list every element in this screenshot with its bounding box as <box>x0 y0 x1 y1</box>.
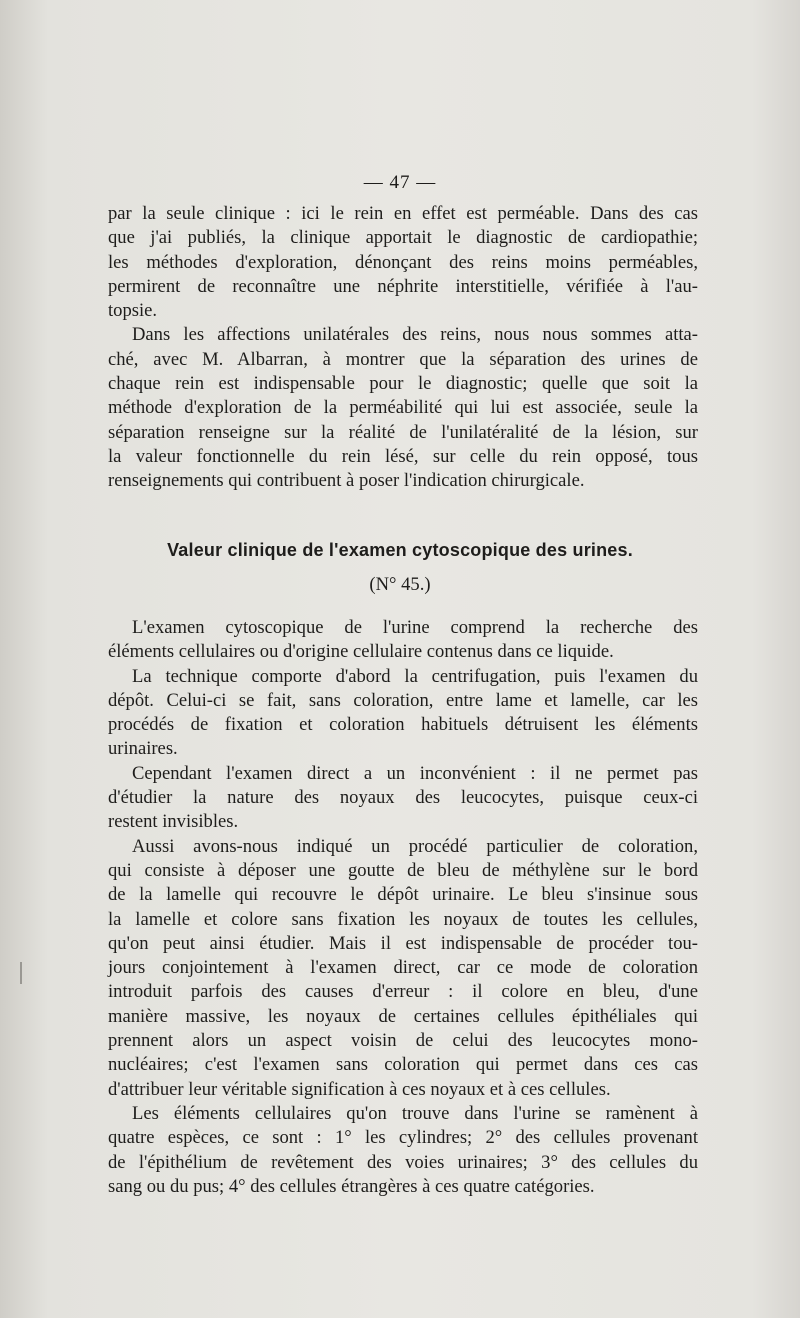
text-line: L'examen cytoscopique de l'urine comprend la recherche des <box>132 617 698 638</box>
text-line: introduit parfois des causes d'erreur : il colore en bleu, d'une <box>108 981 698 1003</box>
text-line: qu'on peut ainsi étudier. Mais il est indispensable de procéder tou- <box>108 932 698 954</box>
text-line: dépôt. Celui-ci se fait, sans coloration, entre lame et lamelle, car les <box>108 689 698 711</box>
text-line: sang ou du pus; 4° des cellules étrangères à ces quatre catégories. <box>108 1175 595 1197</box>
text-line: renseignements qui contribuent à poser l'indication chirurgicale. <box>108 470 585 492</box>
text-line: la valeur fonctionnelle du rein lésé, sur celle du rein opposé, tous <box>108 445 698 467</box>
text-line: qui consiste à déposer une goutte de bleu de méthylène sur le bord <box>108 859 698 881</box>
text-line: chaque rein est indispensable pour le diagnostic; quelle que soit la <box>108 373 698 395</box>
text-line: d'attribuer leur véritable signification à ces noyaux et à ces cellules. <box>108 1078 611 1100</box>
intro-text <box>108 202 698 494</box>
text-line: méthode d'exploration de la perméabilité qui lui est associée, seule la <box>108 397 698 419</box>
section-body <box>108 616 698 1199</box>
text-line: procédés de fixation et coloration habituels détruisent les éléments <box>108 714 698 736</box>
text-line: topsie. <box>108 300 158 322</box>
text-line: restent invisibles. <box>108 811 239 833</box>
text-line: permirent de reconnaître une néphrite interstitielle, vérifiée à l'au- <box>108 275 698 297</box>
text-line: manière massive, les noyaux de certaines cellules épithéliales qui <box>108 1005 698 1027</box>
text-line: les méthodes d'exploration, dénonçant des reins moins perméables, <box>108 251 698 273</box>
text-line: quatre espèces, ce sont : 1° les cylindres; 2° des cellules provenant <box>108 1127 698 1149</box>
text-line: prennent alors un aspect voisin de celui des leucocytes mono- <box>108 1030 698 1052</box>
text-line: d'étudier la nature des noyaux des leucocytes, puisque ceux-ci <box>108 787 698 809</box>
text-line: nucléaires; c'est l'examen sans coloration qui permet dans ces cas <box>108 1054 698 1076</box>
text-line: éléments cellulaires ou d'origine cellulaire contenus dans ce liquide. <box>108 641 614 663</box>
text-line: séparation renseigne sur la réalité de l'unilatéralité de la lésion, sur <box>108 421 698 443</box>
text-line: jours conjointement à l'examen direct, car ce mode de coloration <box>108 957 698 979</box>
text-line: Les éléments cellulaires qu'on trouve dans l'urine se ramènent à <box>132 1102 698 1124</box>
text-line: que j'ai publiés, la clinique apportait le diagnostic de cardiopathie; <box>108 227 698 249</box>
text-line: Dans les affections unilatérales des reins, nous nous sommes atta- <box>132 324 698 346</box>
text-line: urinaires. <box>108 738 178 760</box>
text-line: La technique comporte d'abord la centrifugation, puis l'examen du <box>132 665 698 687</box>
margin-mark <box>20 962 22 984</box>
text-line: Aussi avons-nous indiqué un procédé particulier de coloration, <box>132 835 698 857</box>
section-title: Valeur clinique de l'examen cytoscopique des urines. <box>167 540 633 560</box>
text-line: par la seule clinique : ici le rein en effet est perméable. Dans des cas <box>108 203 698 224</box>
text-line: Cependant l'examen direct a un inconvénient : il ne permet pas <box>132 762 698 784</box>
text-line: de la lamelle qui recouvre le dépôt urinaire. Le bleu s'insinue sous <box>108 884 698 906</box>
text-line: la lamelle et colore sans fixation les noyaux de toutes les cellules, <box>108 908 698 930</box>
page-number: — 47 — <box>363 172 437 193</box>
section-number: (N° 45.) <box>369 574 431 595</box>
text-line: ché, avec M. Albarran, à montrer que la séparation des urines de <box>108 348 698 370</box>
text-line: de l'épithélium de revêtement des voies urinaires; 3° des cellules du <box>108 1151 698 1173</box>
